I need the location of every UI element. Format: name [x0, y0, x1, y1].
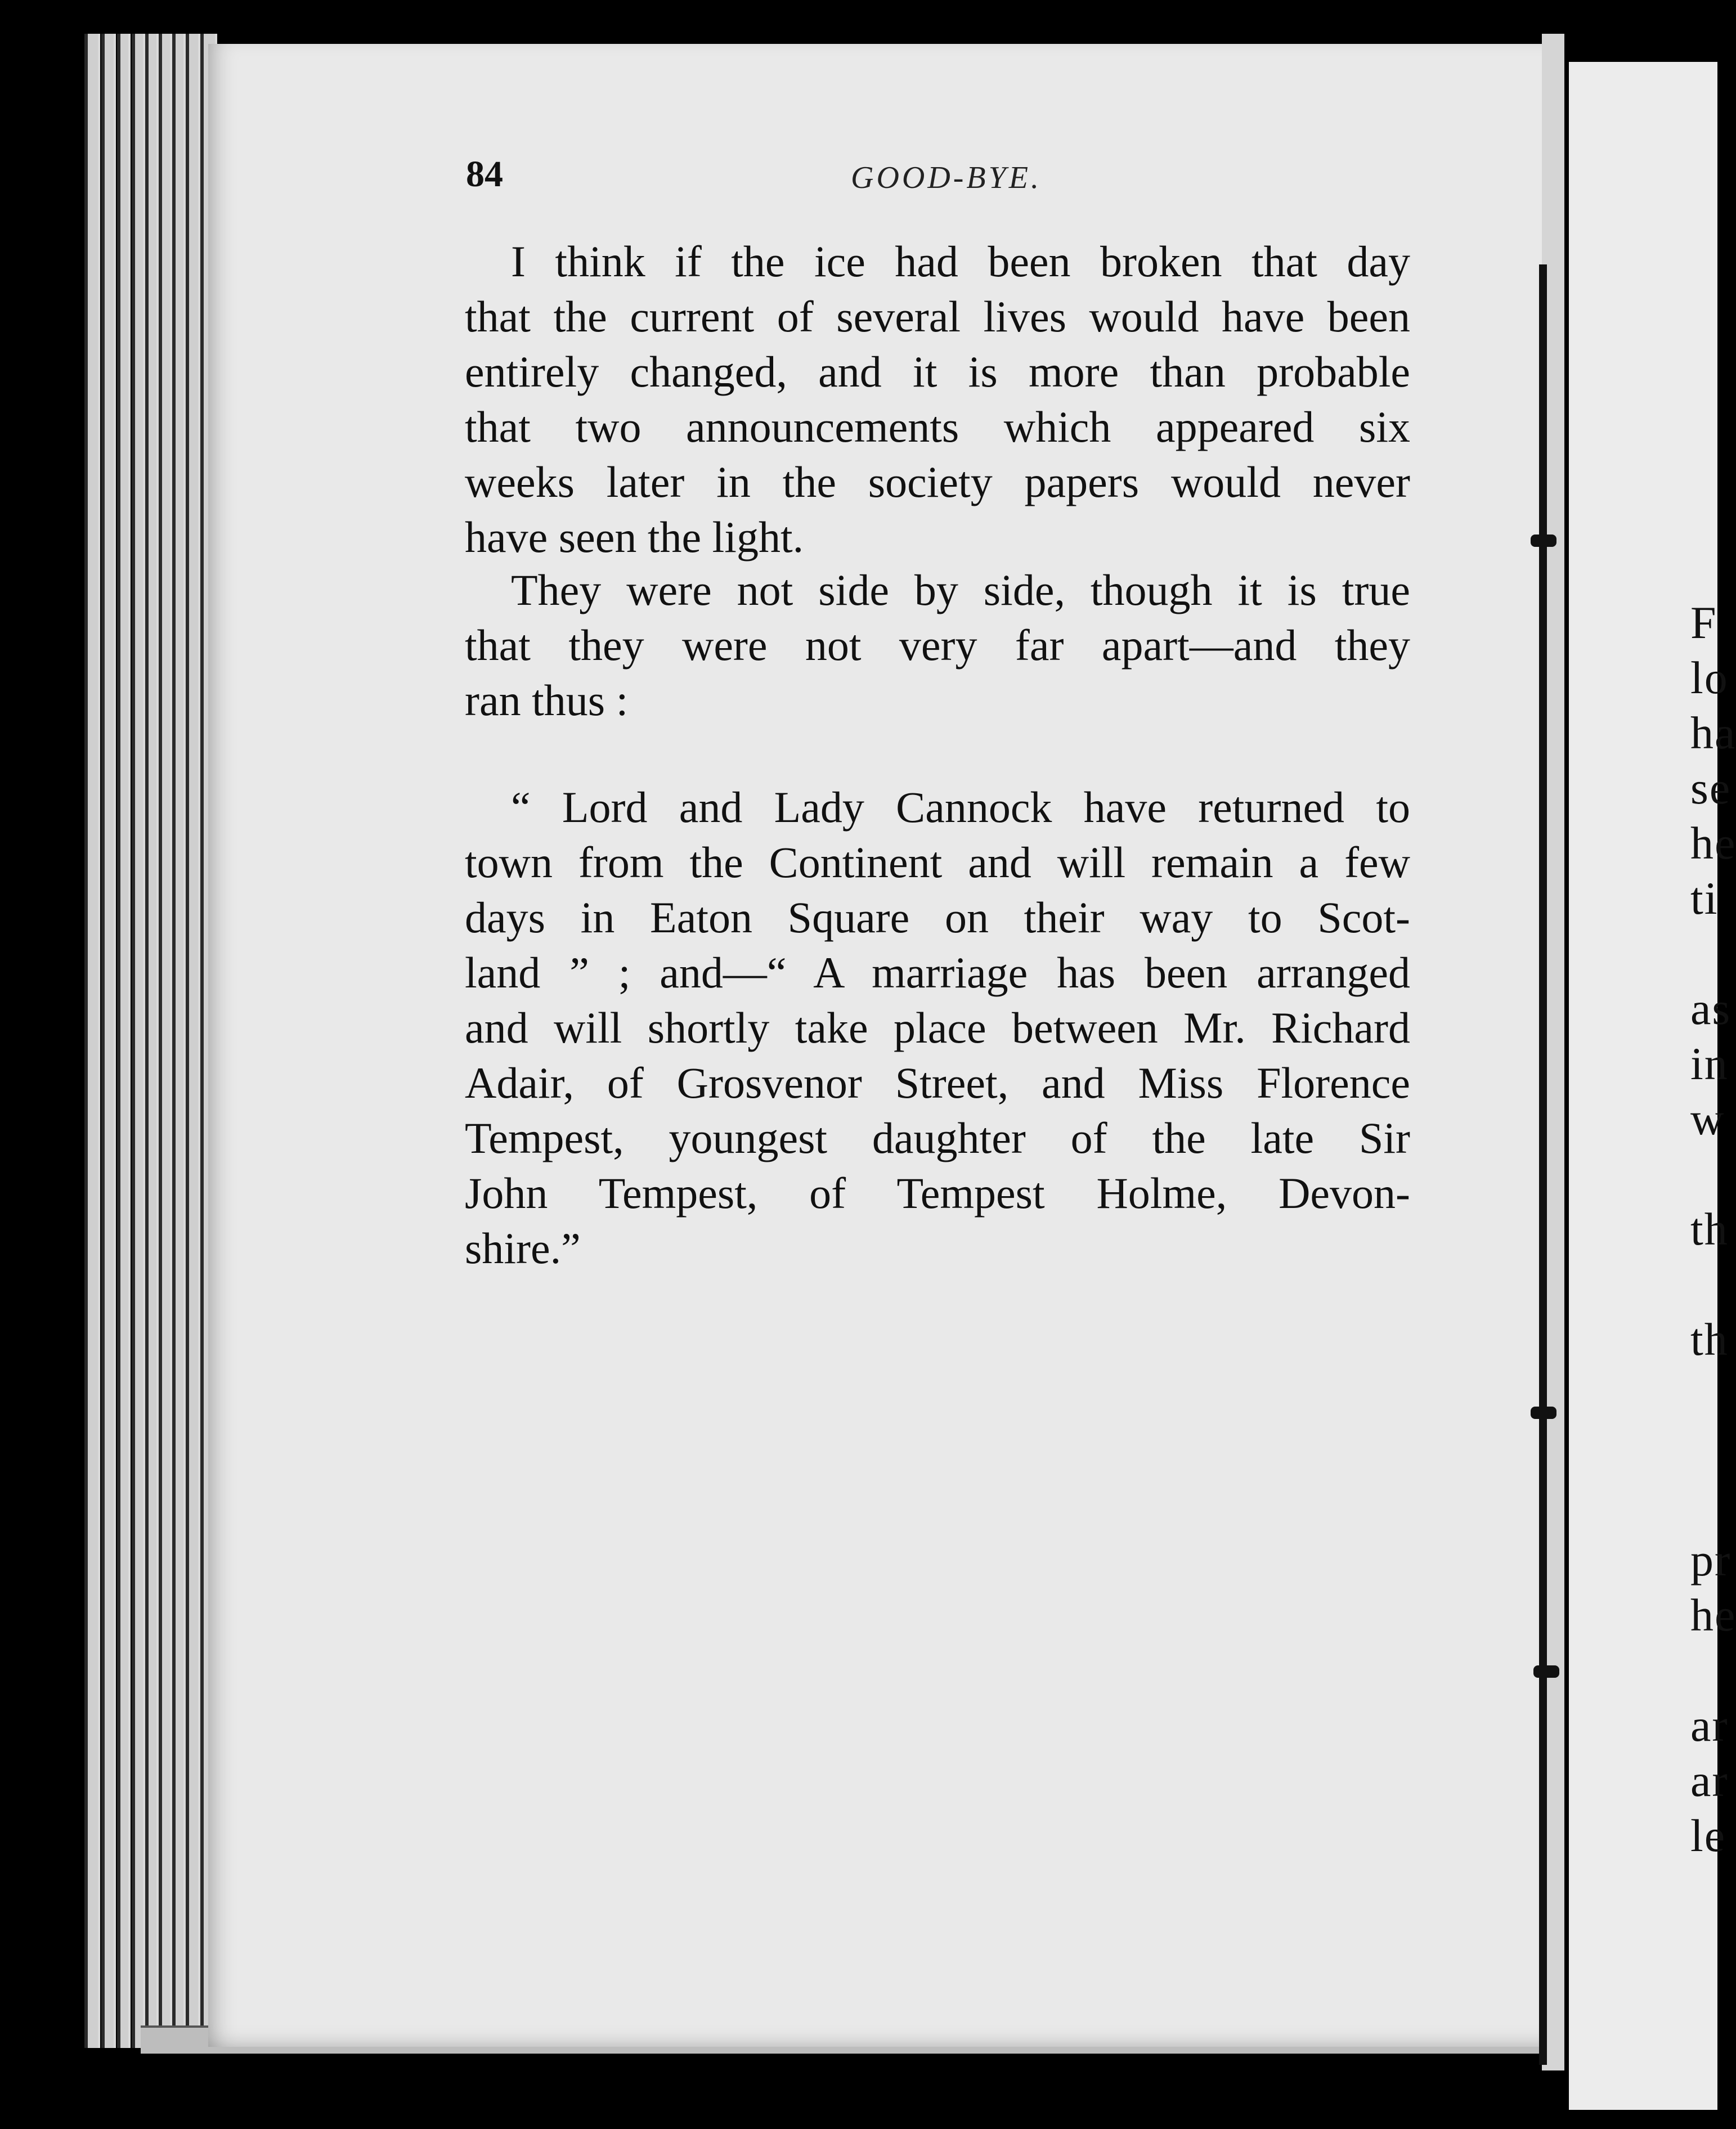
text-line: “ Lord and Lady Cannock have returned to [511, 783, 1410, 832]
binding-mark [1531, 1407, 1556, 1419]
paragraph [465, 563, 1410, 728]
text-line: John Tempest, of Tempest Holme, Devon- [465, 1169, 1410, 1218]
page-edge [84, 34, 100, 2048]
text-line: town from the Continent and will remain a few [465, 838, 1410, 887]
page-edge [101, 34, 116, 2048]
text-line: land ” ; and—“ A marriage has been arranged [465, 948, 1410, 997]
text-line: Adair, of Grosvenor Street, and Miss Florence [465, 1058, 1410, 1107]
text-line: days in Eaton Square on their way to Scot- [465, 893, 1410, 942]
facing-text-fragment: he [1690, 1589, 1736, 1641]
paragraph [465, 234, 1410, 565]
text-line: weeks later in the society papers would never [465, 457, 1410, 506]
facing-text-fragment: he [1690, 818, 1736, 869]
binding-mark [1531, 535, 1556, 547]
page-edge [159, 34, 172, 2048]
page-edges [84, 34, 214, 2048]
page-number: 84 [466, 154, 503, 195]
facing-text-fragment: th [1690, 1314, 1729, 1365]
facing-text-fragment: ha [1690, 707, 1736, 758]
facing-text-fragment: as [1690, 983, 1731, 1034]
facing-text-fragment: se [1690, 762, 1731, 814]
facing-text-fragment: lo [1690, 652, 1729, 703]
page-edge [132, 34, 145, 2048]
text-line: and will shortly take place between Mr. Richard [465, 1003, 1410, 1052]
facing-text-fragment: th [1690, 1203, 1729, 1255]
text-line: that two announcements which appeared six [465, 402, 1410, 451]
binding-mark [1533, 1665, 1559, 1678]
page-edge [145, 34, 159, 2048]
text-line: entirely changed, and it is more than probable [465, 347, 1410, 396]
page-edge [186, 34, 200, 2048]
facing-text-fragment: F [1690, 597, 1717, 648]
text-line: I think if the ice had been broken that day [511, 237, 1410, 286]
text-line: shire.” [465, 1224, 581, 1273]
quoted-announcements [465, 780, 1410, 1276]
facing-text-fragment: ti [1690, 873, 1719, 924]
text-line: that the current of several lives would have been [465, 292, 1410, 341]
facing-text-fragment: pr [1690, 1534, 1731, 1585]
page-edge [172, 34, 186, 2048]
running-title: GOOD-BYE. [851, 160, 1042, 195]
text-line: that they were not very far apart—and they [465, 621, 1410, 670]
text-line: Tempest, youngest daughter of the late Sir [465, 1113, 1410, 1162]
facing-text-fragment: le [1690, 1810, 1726, 1861]
text-line: ran thus : [465, 676, 629, 725]
page-edge [117, 34, 131, 2048]
facing-text-fragment: w [1690, 1093, 1725, 1144]
facing-text-fragment: in [1690, 1038, 1729, 1089]
text-line: They were not side by side, though it is true [511, 565, 1410, 614]
text-line: have seen the light. [465, 513, 804, 562]
facing-text-fragment: ar [1690, 1700, 1729, 1751]
facing-text-fragment: ar [1690, 1755, 1729, 1806]
